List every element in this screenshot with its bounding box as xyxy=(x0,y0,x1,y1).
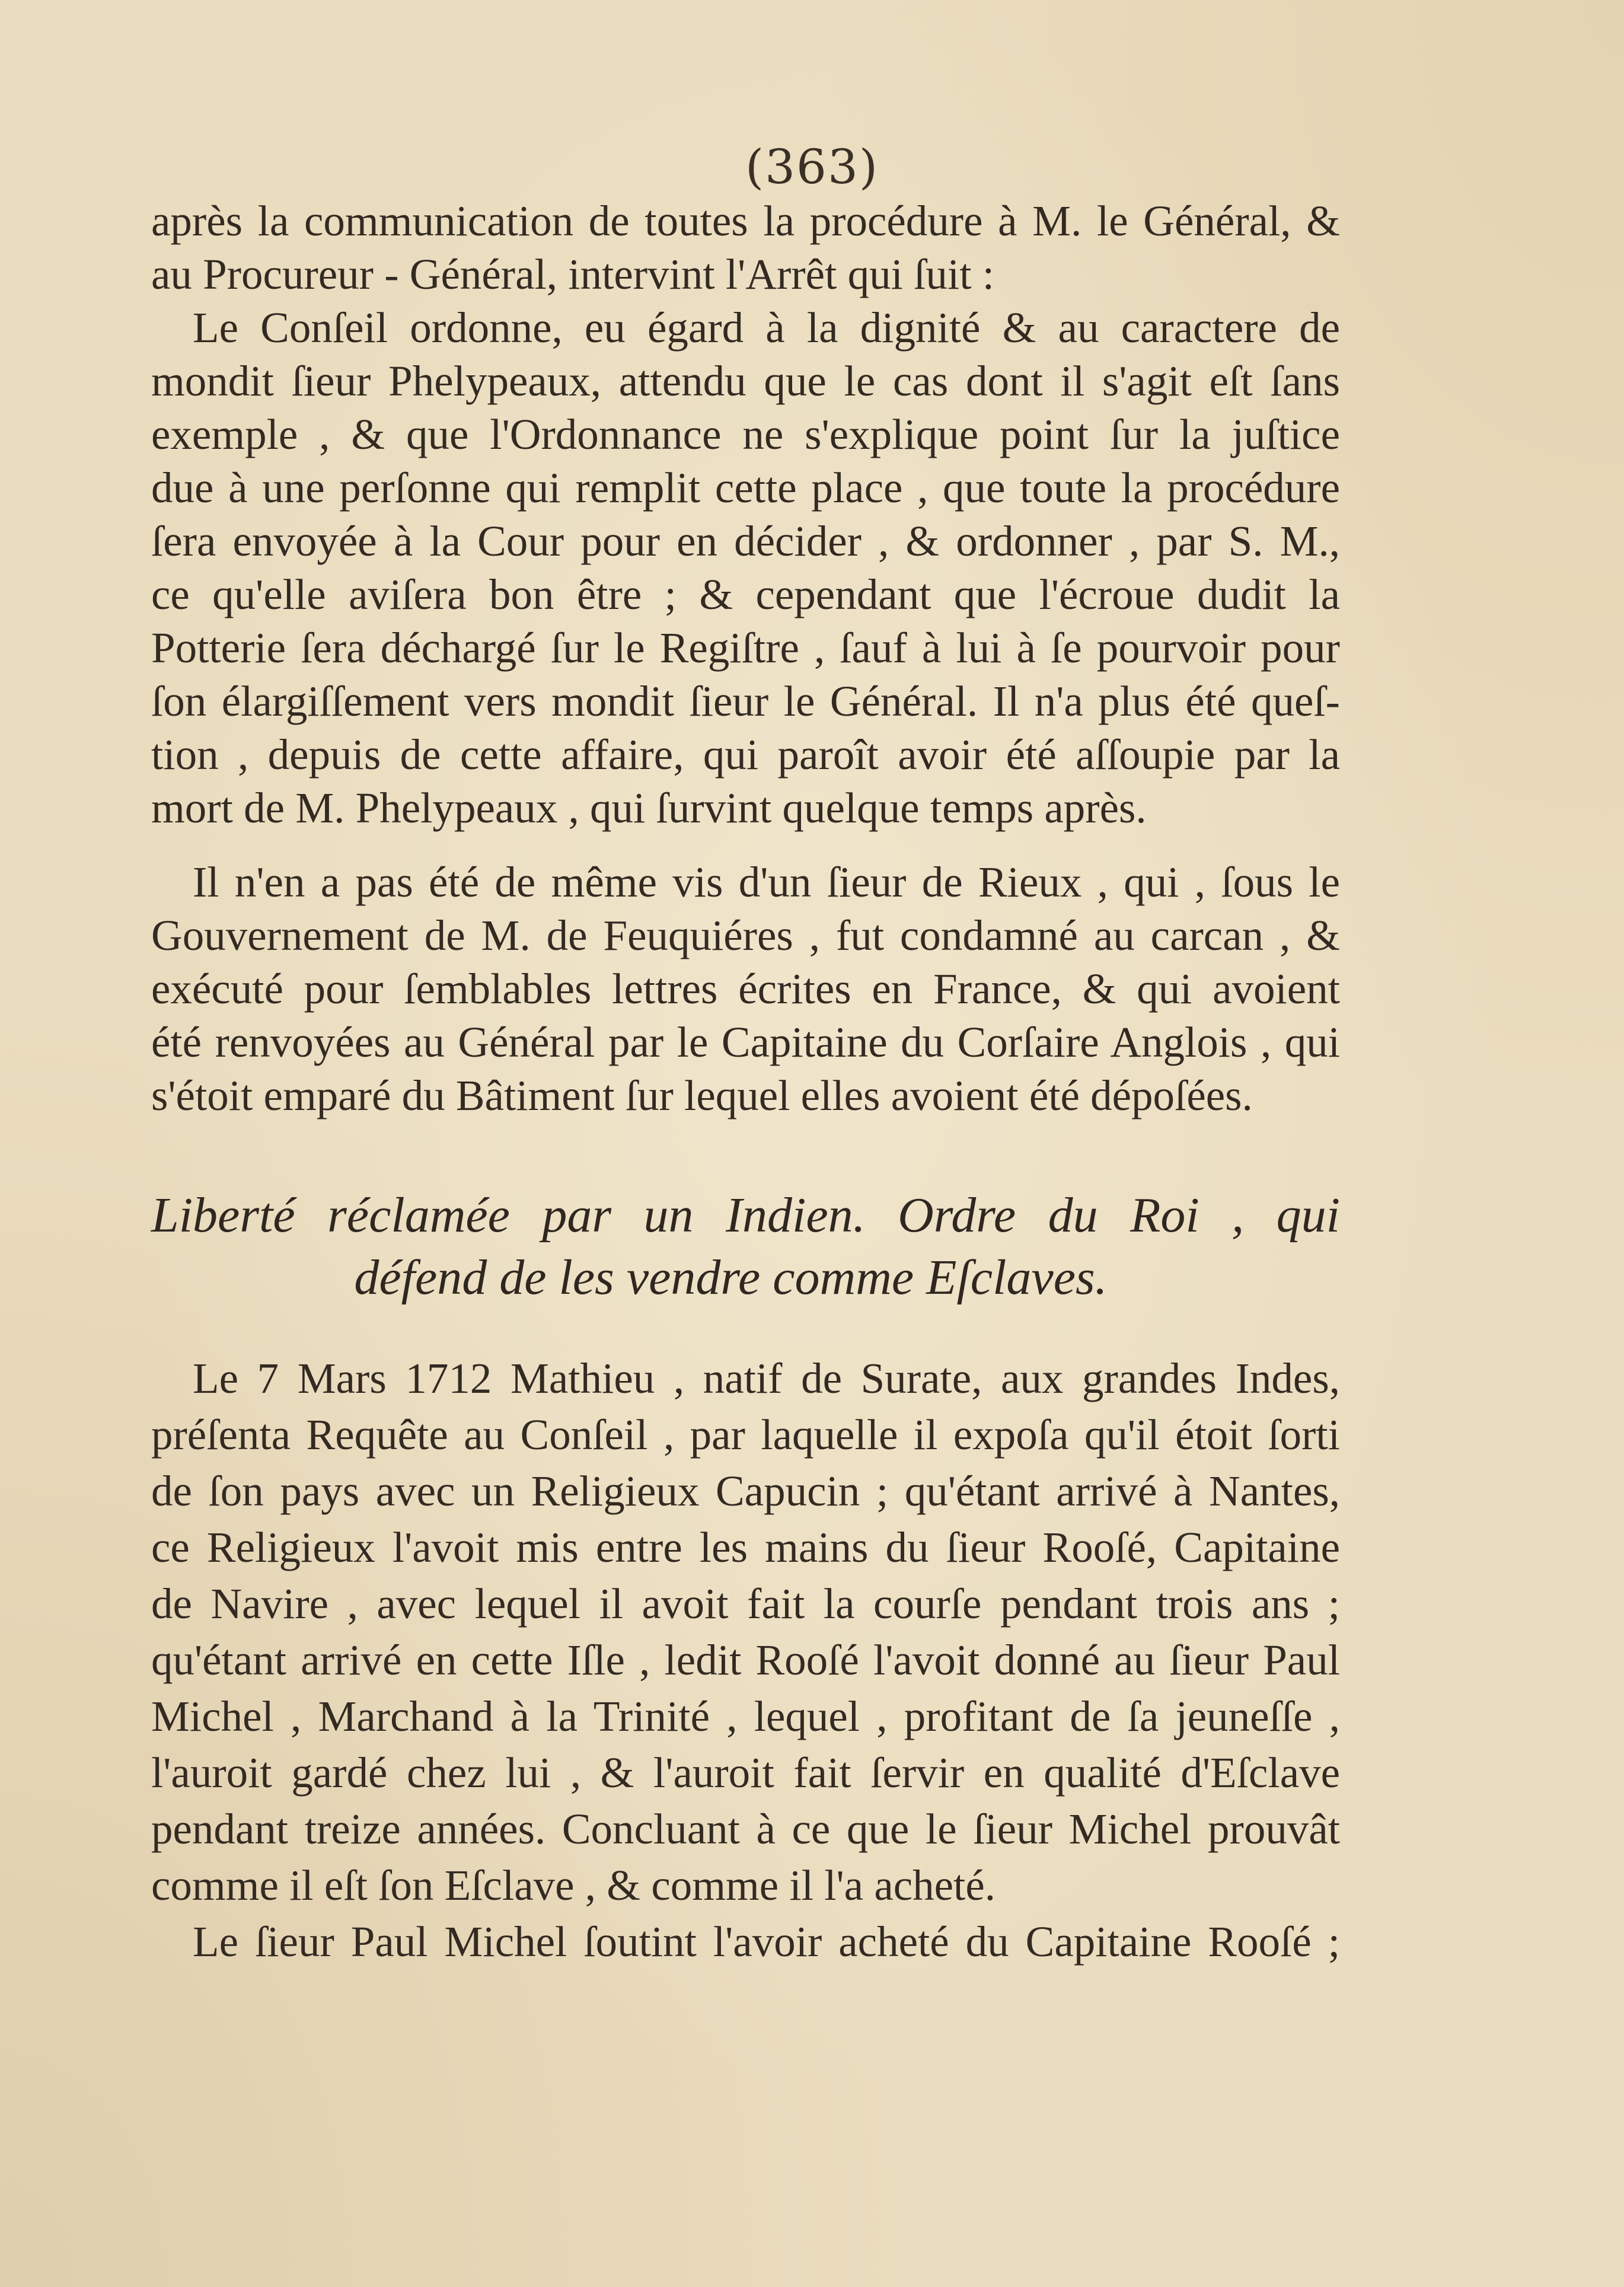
text-line: été renvoyées au Général par le Capitaine du Corſaire Anglois , qui xyxy=(151,1018,1340,1066)
text-line: ce Religieux l'avoit mis entre les mains du ſieur Rooſé, Capitaine xyxy=(151,1523,1340,1571)
text-line: tion , depuis de cette affaire, qui paroît avoir été aſſoupie par la xyxy=(151,731,1340,779)
text-line: ce qu'elle aviſera bon être ; & cependant que l'écroue dudit la xyxy=(151,570,1340,618)
text-line: due à une perſonne qui remplit cette place , que toute la procédure xyxy=(151,464,1340,512)
text-line: mondit ſieur Phelypeaux, attendu que le cas dont il s'agit eſt ſans xyxy=(151,357,1340,405)
text-line: de ſon pays avec un Religieux Capucin ; qu'étant arrivé à Nantes, xyxy=(151,1467,1340,1515)
text-line: exemple , & que l'Ordonnance ne s'explique point ſur la juſtice xyxy=(151,410,1340,458)
text-line: de Navire , avec lequel il avoit fait la courſe pendant trois ans ; xyxy=(151,1580,1340,1628)
text-line: au Procureur - Général, intervint l'Arrêt qui ſuit : xyxy=(151,250,995,298)
text-line: après la communication de toutes la procédure à M. le Général, & xyxy=(151,197,1340,245)
text-line: Il n'en a pas été de même vis d'un ſieur de Rieux , qui , ſous le xyxy=(193,858,1340,906)
text-line: Le ſieur Paul Michel ſoutint l'avoir acheté du Capitaine Rooſé ; xyxy=(193,1918,1340,1966)
text-line: ſon élargiſſement vers mondit ſieur le Général. Il n'a plus été queſ- xyxy=(151,677,1340,725)
text-line: Michel , Marchand à la Trinité , lequel , profitant de ſa jeuneſſe , xyxy=(151,1692,1340,1740)
section-heading-line: Liberté réclamée par un Indien. Ordre du Roi , qui xyxy=(151,1188,1340,1243)
text-line: s'étoit emparé du Bâtiment ſur lequel elles avoient été dépoſées. xyxy=(151,1071,1253,1119)
text-line: l'auroit gardé chez lui , & l'auroit fait ſervir en qualité d'Eſclave xyxy=(151,1749,1340,1797)
text-line: Potterie ſera déchargé ſur le Regiſtre , ſauf à lui à ſe pourvoir pour xyxy=(151,624,1340,672)
text-line: Gouvernement de M. de Feuquiéres , fut condamné au carcan , & xyxy=(151,911,1340,959)
text-line: pendant treize années. Concluant à ce que le ſieur Michel prouvât xyxy=(151,1805,1340,1853)
text-line: Le Conſeil ordonne, eu égard à la dignité & au caractere de xyxy=(193,304,1340,352)
text-line: qu'étant arrivé en cette Iſle , ledit Rooſé l'avoit donné au ſieur Paul xyxy=(151,1636,1340,1684)
text-line: Le 7 Mars 1712 Mathieu , natif de Surate, aux grandes Indes, xyxy=(193,1354,1340,1402)
section-heading-line: défend de les vendre comme Eſclaves. xyxy=(354,1250,1108,1305)
text-line: mort de M. Phelypeaux , qui ſurvint quelque temps après. xyxy=(151,784,1147,832)
text-line: exécuté pour ſemblables lettres écrites en France, & qui avoient xyxy=(151,965,1340,1013)
text-line: préſenta Requête au Conſeil , par laquelle il expoſa qu'il étoit ſorti xyxy=(151,1411,1340,1459)
text-line: ſera envoyée à la Cour pour en décider , & ordonner , par S. M., xyxy=(151,517,1340,565)
text-line: comme il eſt ſon Eſclave , & comme il l'a acheté. xyxy=(151,1861,996,1909)
page-number: (363) xyxy=(745,139,879,194)
